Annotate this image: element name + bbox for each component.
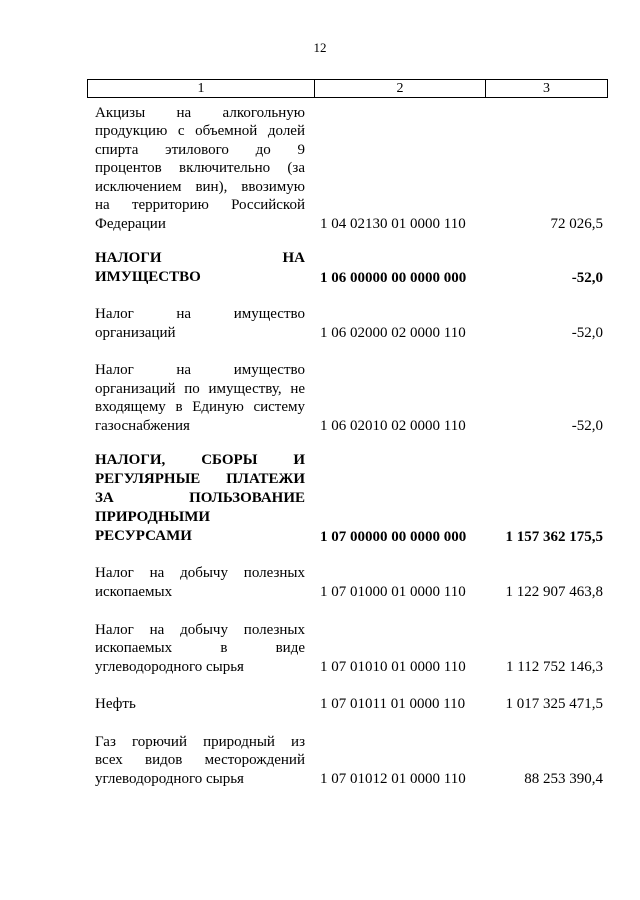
row-value: 88 253 390,4 [524, 770, 603, 787]
row-name-line: ПРИРОДНЫМИ [95, 509, 211, 525]
row-name-last-line: Федерации [95, 215, 166, 232]
row-name-last-line: ИМУЩЕСТВО [95, 269, 201, 285]
row-name-last-line: газоснабжения [95, 417, 190, 434]
row-code: 1 07 01010 01 0000 110 [320, 658, 466, 675]
row-name-line: НАЛОГИ, СБОРЫ И [95, 452, 305, 468]
page-number: 12 [313, 40, 327, 55]
row-name-last-line: углеводородного сырья [95, 770, 244, 787]
row-name-line: Акцизы на алкогольную [95, 104, 305, 121]
row-name-line: процентов включительно (за [95, 160, 305, 176]
row-name-line: Налог на имущество [95, 362, 305, 378]
row-name-line: ЗА ПОЛЬЗОВАНИЕ [95, 490, 305, 506]
row-name-line: продукцию с объемной долей [95, 123, 305, 139]
row-code: 1 07 01000 01 0000 110 [320, 583, 466, 600]
row-value: 1 112 752 146,3 [506, 658, 603, 675]
row-code: 1 07 00000 00 0000 000 [320, 528, 467, 545]
row-name-last-line: РЕСУРСАМИ [95, 528, 192, 544]
row-code: 1 06 00000 00 0000 000 [320, 269, 467, 286]
row-value: 1 017 325 471,5 [505, 695, 603, 712]
row-name-line: Налог на имущество [95, 306, 305, 322]
table-row [95, 0, 603, 788]
row-code: 1 07 01011 01 0000 110 [320, 695, 466, 712]
row-name-line: всех видов месторождений [95, 752, 305, 768]
row-code: 1 06 02010 02 0000 110 [320, 417, 466, 434]
row-name-line: спирта этилового до 9 [95, 141, 305, 158]
header-col-2: 2 [315, 80, 486, 97]
row-name-line: исключением вин), ввозимую [95, 178, 305, 195]
row-name-last-line: Нефть [95, 695, 136, 712]
row-value: 72 026,5 [550, 215, 603, 232]
row-value: -52,0 [571, 417, 603, 434]
row-code: 1 07 01012 01 0000 110 [320, 770, 466, 787]
row-name-line: на территорию Российской [95, 197, 305, 213]
row-code: 1 04 02130 01 0000 110 [320, 215, 466, 232]
row-name [95, 733, 305, 789]
row-name-line: Налог на добычу полезных [95, 621, 305, 638]
row-name-last-line: углеводородного сырья [95, 658, 244, 675]
row-value: -52,0 [571, 324, 603, 341]
row-name-line: ископаемых в виде [95, 640, 305, 656]
row-name-line: Газ горючий природный из [95, 733, 305, 750]
header-col-1: 1 [88, 80, 315, 97]
row-name-line: НАЛОГИ НА [95, 250, 305, 266]
row-name-line: организаций по имуществу, не [95, 380, 305, 397]
row-name-line: Налог на добычу полезных [95, 565, 305, 581]
row-name-line: РЕГУЛЯРНЫЕ ПЛАТЕЖИ [95, 471, 305, 487]
row-name-last-line: организаций [95, 324, 176, 341]
row-value: -52,0 [571, 269, 603, 286]
row-value: 1 122 907 463,8 [505, 583, 603, 600]
row-value: 1 157 362 175,5 [505, 528, 603, 545]
row-name-last-line: ископаемых [95, 583, 173, 600]
row-name-line: входящему в Единую систему [95, 399, 305, 415]
header-col-3: 3 [543, 81, 550, 96]
row-code: 1 06 02000 02 0000 110 [320, 324, 466, 341]
